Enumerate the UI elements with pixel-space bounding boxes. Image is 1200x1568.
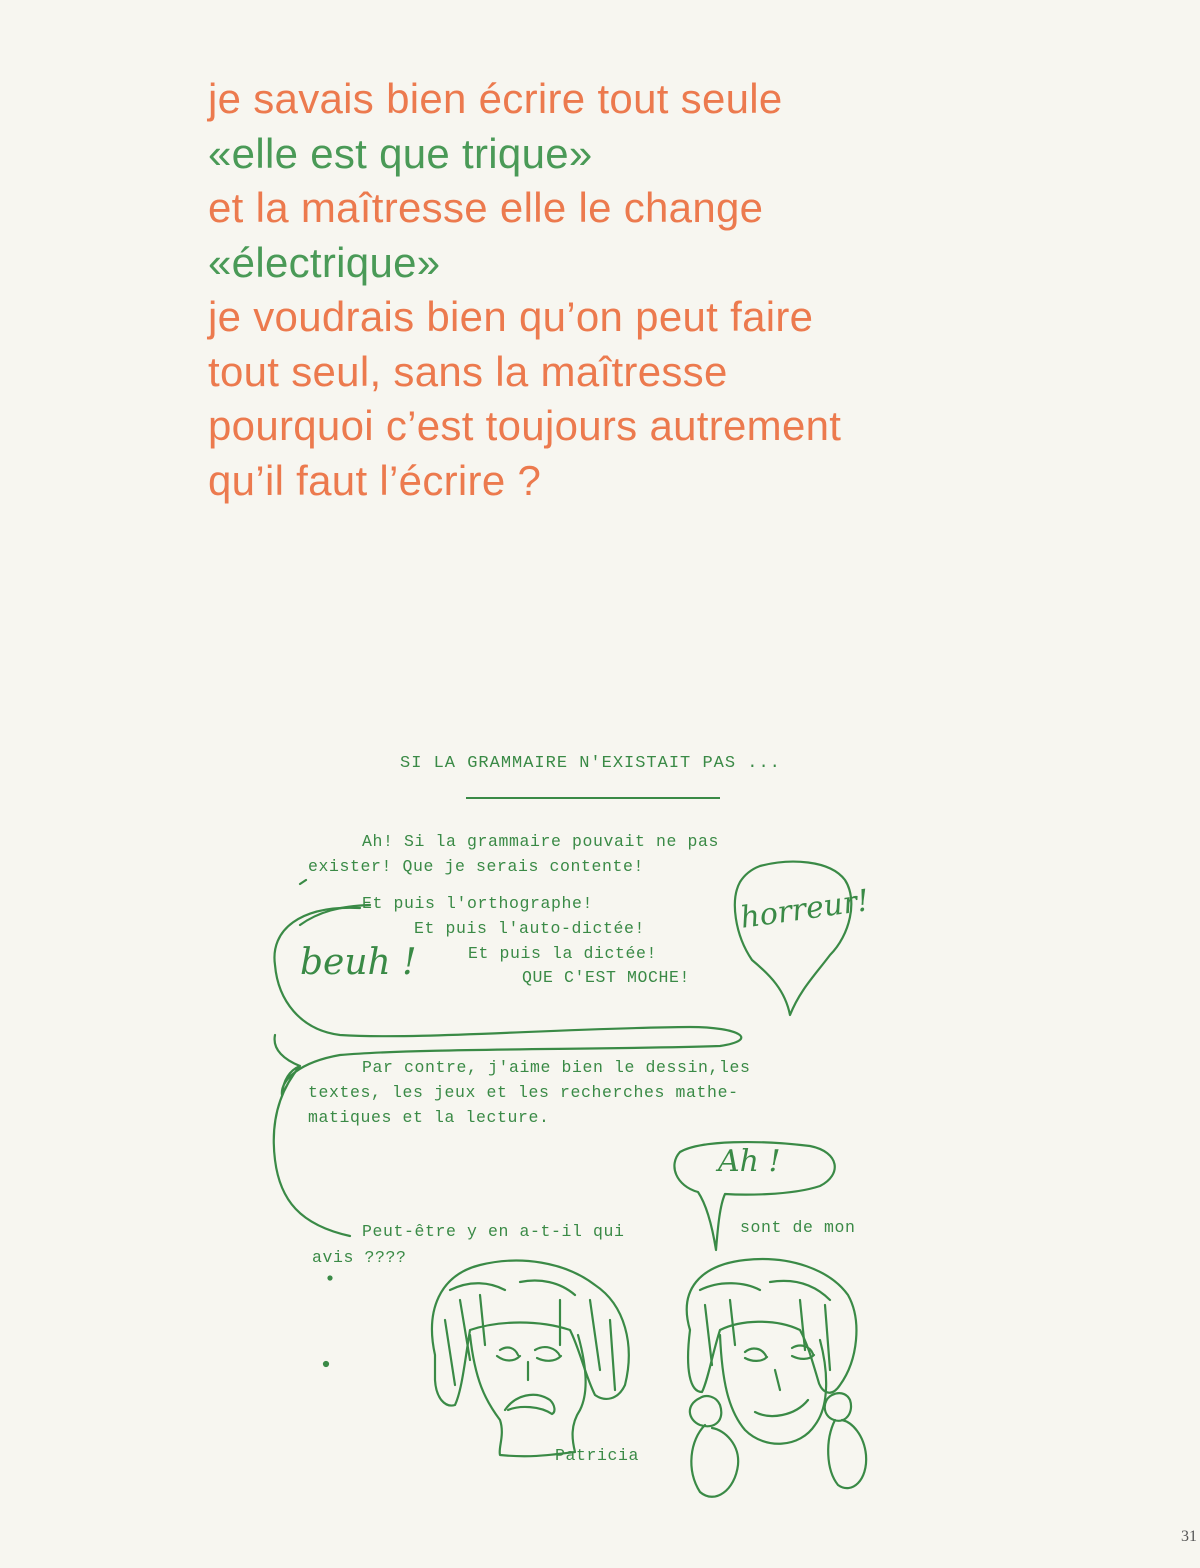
poem-line: «elle est que trique»: [208, 129, 593, 177]
paragraph-line: avis ????: [312, 1248, 407, 1267]
document-title: SI LA GRAMMAIRE N'EXISTAIT PAS ...: [400, 754, 781, 773]
list-line: Et puis l'auto-dictée!: [414, 919, 646, 938]
poem-line: je voudrais bien qu’on peut faire: [208, 293, 814, 340]
poem-line: «électrique»: [208, 238, 441, 286]
poem-line: je savais bien écrire tout seule: [208, 75, 783, 122]
speech-bubble-right: [735, 862, 851, 1015]
paragraph-line: exister! Que je serais contente!: [308, 857, 645, 876]
poem-line: et la maîtresse elle le change: [208, 184, 764, 231]
title-underline: [466, 797, 720, 799]
bubble-text-small: Ah !: [718, 1144, 781, 1179]
sad-face-drawing: [432, 1261, 629, 1457]
exclamation-line: QUE C'EST MOCHE!: [522, 968, 691, 987]
signature: Patricia: [555, 1446, 640, 1465]
paragraph-line: matiques et la lecture.: [308, 1108, 550, 1127]
list-line: Et puis la dictée!: [468, 944, 658, 963]
page-number: 31: [1181, 1528, 1197, 1545]
paragraph-line: sont de mon: [740, 1218, 856, 1237]
poem-line: qu’il faut l’écrire ?: [208, 456, 542, 504]
paragraph-line: Ah! Si la grammaire pouvait ne pas: [362, 832, 720, 851]
bubble-text-right: horreur!: [738, 883, 872, 936]
happy-face-drawing: [687, 1259, 866, 1497]
poem-line: tout seul, sans la maîtresse: [208, 347, 728, 395]
paragraph-line: textes, les jeux et les recherches mathe-: [308, 1083, 739, 1102]
bubble-text-left: beuh !: [300, 942, 417, 983]
list-line: Et puis l'orthographe!: [362, 894, 594, 913]
poem-line: pourquoi c’est toujours autrement: [208, 402, 842, 449]
poem: [208, 72, 841, 508]
paragraph-line: Par contre, j'aime bien le dessin,les: [362, 1058, 751, 1077]
paragraph-line: Peut-être y en a-t-il qui: [362, 1222, 625, 1241]
